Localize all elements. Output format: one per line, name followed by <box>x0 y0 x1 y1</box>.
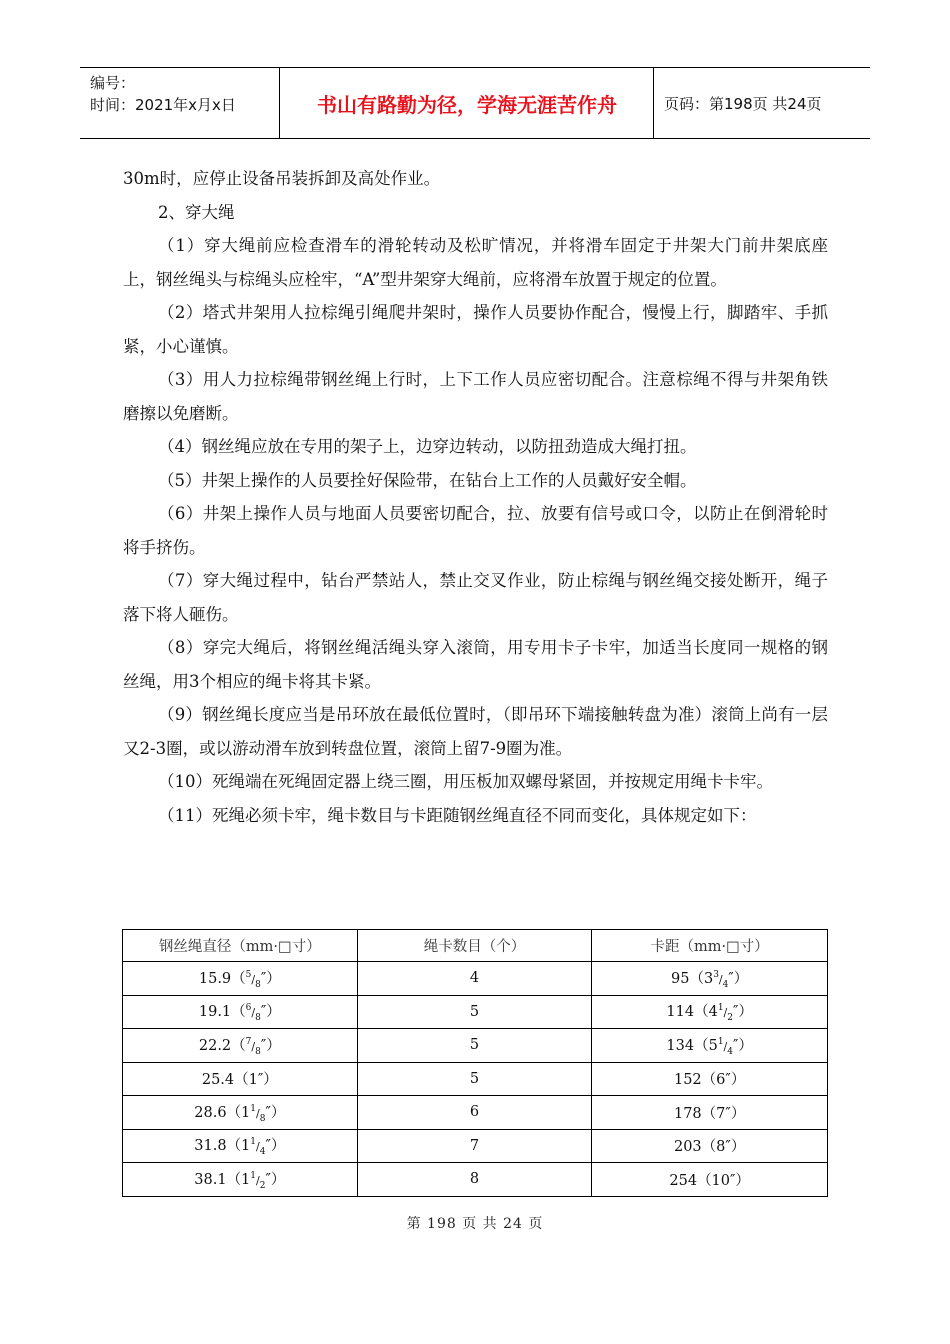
fraction-slash: / <box>251 972 256 986</box>
cell-clamp-spacing-mm: 134 <box>666 1037 695 1054</box>
document-date-label: 时间：2021年x月x日 <box>90 96 236 114</box>
cell-clamp-spacing-mm: 254 <box>669 1172 698 1189</box>
cell-diameter-inch-prefix: （1 <box>226 1138 251 1155</box>
paragraph-item-6: （6）井架上操作人员与地面人员要密切配合，拉、放要有信号或口令，以防止在倒滑轮时将手挤伤。 <box>123 504 828 557</box>
fraction-slash: / <box>251 1039 256 1053</box>
cell-clamp-spacing-inch: （8″） <box>701 1139 746 1156</box>
cell-clamp-spacing <box>592 995 828 1029</box>
paragraph-item-3: （3）用人力拉棕绳带钢丝绳上行时，上下工作人员应密切配合。注意棕绳不得与井架角铁磨擦以免磨断。 <box>123 370 828 423</box>
cell-clamp-spacing-mm: 114 <box>666 1004 695 1021</box>
cell-clamp-spacing-mm: 95 <box>671 970 690 987</box>
cell-diameter-mm: 25.4 <box>201 1072 235 1089</box>
cell-clamp-count: 4 <box>357 962 592 996</box>
paragraph-item-7: （7）穿大绳过程中，钻台严禁站人，禁止交叉作业，防止棕绳与钢丝绳交接处断开，绳子落下将人砸伤。 <box>123 571 828 624</box>
cell-diameter <box>123 1096 358 1130</box>
cell-diameter-mm: 15.9 <box>198 970 232 987</box>
cell-diameter <box>123 1029 358 1063</box>
paragraph-item-1: （1）穿大绳前应检查滑车的滑轮转动及松旷情况，并将滑车固定于井架大门前井架底座上，钢丝绳头与棕绳头应栓牢，“A”型井架穿大绳前，应将滑车放置于规定的位置。 <box>123 236 828 289</box>
cell-clamp-spacing-denominator: 4 <box>722 979 729 990</box>
cell-clamp-spacing <box>592 1163 828 1197</box>
body-text <box>123 162 828 832</box>
paragraph-item-9: （9）钢丝绳长度应当是吊环放在最低位置时，（即吊环下端接触转盘为准）滚筒上尚有一层又2-3圈，或以游动滑车放到转盘位置，滚筒上留7-9圈为准。 <box>123 705 828 758</box>
cell-diameter-numerator: 1 <box>250 1103 257 1114</box>
cell-clamp-spacing <box>592 1062 828 1096</box>
cell-clamp-spacing-inch-suffix: ″） <box>728 970 749 987</box>
cell-diameter-denominator: 8 <box>255 1013 261 1024</box>
cell-diameter-inch-prefix: （1 <box>226 1104 251 1121</box>
cell-diameter-mm: 19.1 <box>198 1004 232 1021</box>
fraction-slash: / <box>256 1173 260 1187</box>
paragraph-item-8: （8）穿完大绳后，将钢丝绳活绳头穿入滚筒，用专用卡子卡牢，加适当长度同一规格的钢丝绳，用3个相应的绳卡将其卡紧。 <box>123 638 828 691</box>
table-row <box>123 995 828 1029</box>
cell-clamp-spacing-denominator: 2 <box>727 1013 733 1024</box>
paragraph-item-5: （5）井架上操作的人员要拴好保险带，在钻台上工作的人员戴好安全帽。 <box>158 470 697 490</box>
cell-diameter <box>123 1163 358 1197</box>
header-diameter: 钢丝绳直径（mm·□寸） <box>123 930 358 962</box>
table-row <box>123 1163 828 1197</box>
cell-clamp-spacing-mm: 203 <box>673 1139 702 1156</box>
cell-clamp-spacing <box>592 1129 828 1163</box>
paragraph-item-4: （4）钢丝绳应放在专用的架子上，边穿边转动，以防扭劲造成大绳打扭。 <box>158 437 697 456</box>
cell-diameter-mm: 38.1 <box>194 1171 227 1188</box>
cell-diameter <box>123 962 358 996</box>
fraction-slash: / <box>251 1006 256 1020</box>
page-header <box>80 67 870 139</box>
table-row <box>123 1096 828 1130</box>
cell-diameter <box>123 995 358 1029</box>
table-row <box>123 1062 828 1096</box>
cell-clamp-count: 8 <box>357 1163 592 1197</box>
cell-diameter-inch-prefix: （ <box>231 1037 246 1054</box>
cell-clamp-spacing <box>592 962 828 996</box>
cell-diameter-numerator: 7 <box>245 1036 252 1047</box>
table-row <box>123 1029 828 1063</box>
cell-diameter <box>123 1062 358 1096</box>
header-page-info: 页码：第198页 共24页 <box>664 94 822 113</box>
cell-clamp-spacing-mm: 178 <box>673 1105 702 1122</box>
fraction-slash: / <box>718 972 723 986</box>
cell-diameter-numerator: 1 <box>250 1137 257 1148</box>
paragraph-continuation: 30m时，应停止设备吊装拆卸及高处作业。 <box>123 169 441 188</box>
cell-diameter <box>123 1129 358 1163</box>
cell-diameter-inch-suffix: ″） <box>260 1037 281 1054</box>
cell-clamp-spacing-inch: （7″） <box>701 1105 746 1122</box>
cell-clamp-spacing-inch-suffix: ″） <box>733 1004 753 1021</box>
cell-clamp-spacing-mm: 152 <box>673 1072 702 1089</box>
cell-diameter-mm: 28.6 <box>194 1104 227 1121</box>
cell-clamp-spacing-numerator: 3 <box>713 969 719 980</box>
rope-clamp-table <box>122 929 828 1197</box>
cell-diameter-inch-prefix: （ <box>231 1004 246 1021</box>
table-body <box>123 962 828 1197</box>
cell-diameter-inch-prefix: （ <box>231 970 246 987</box>
cell-diameter-denominator: 8 <box>255 1046 261 1057</box>
cell-diameter-mm: 22.2 <box>198 1037 232 1054</box>
cell-clamp-spacing-inch: （6″） <box>701 1072 746 1089</box>
header-clamp-spacing: 卡距（mm·□寸） <box>592 930 828 962</box>
cell-clamp-spacing-inch-prefix: （5 <box>694 1037 718 1054</box>
fraction-slash: / <box>256 1140 260 1154</box>
section-heading: 2、穿大绳 <box>158 202 235 222</box>
table-header-row <box>123 930 828 962</box>
header-clamp-count: 绳卡数目（个） <box>357 930 592 962</box>
page-footer: 第 198 页 共 24 页 <box>406 1216 544 1232</box>
cell-clamp-spacing <box>592 1096 828 1130</box>
cell-diameter-inch-suffix: ″） <box>265 1104 286 1121</box>
cell-clamp-spacing-inch-prefix: （4 <box>694 1004 718 1021</box>
cell-diameter-denominator: 2 <box>259 1180 266 1191</box>
cell-clamp-spacing-denominator: 4 <box>727 1046 733 1057</box>
paragraph-item-2: （2）塔式井架用人拉棕绳引绳爬井架时，操作人员要协作配合，慢慢上行，脚踏牢、手抓紧，小心谨慎。 <box>123 303 828 356</box>
cell-clamp-count: 5 <box>357 995 592 1029</box>
cell-diameter-denominator: 4 <box>259 1147 266 1158</box>
cell-clamp-count: 6 <box>357 1096 592 1130</box>
cell-diameter-mm: 31.8 <box>194 1138 227 1155</box>
header-meta <box>80 68 280 138</box>
cell-diameter-inch-suffix: ″） <box>265 1138 286 1155</box>
cell-diameter-numerator: 1 <box>250 1170 257 1181</box>
paragraph-item-11: （11）死绳必须卡牢，绳卡数目与卡距随钢丝绳直径不同而变化，具体规定如下： <box>158 805 757 825</box>
cell-clamp-count: 5 <box>357 1062 592 1096</box>
paragraph-item-10: （10）死绳端在死绳固定器上绕三圈，用压板加双螺母紧固，并按规定用绳卡卡牢。 <box>158 772 773 791</box>
cell-clamp-spacing-inch: （10″） <box>697 1172 750 1189</box>
cell-clamp-count: 7 <box>357 1129 592 1163</box>
cell-diameter-inch-suffix: ″） <box>260 970 281 987</box>
cell-diameter-numerator: 6 <box>245 1003 252 1014</box>
header-motto: 书山有路勤为径，学海无涯苦作舟 <box>281 68 654 138</box>
cell-diameter-inch-prefix: （1 <box>226 1171 251 1188</box>
fraction-slash: / <box>723 1039 728 1053</box>
document-number-label: 编号： <box>90 74 136 92</box>
fraction-slash: / <box>256 1106 260 1120</box>
cell-clamp-spacing-numerator: 1 <box>717 1036 724 1047</box>
cell-clamp-spacing <box>592 1029 828 1063</box>
fraction-slash: / <box>723 1006 728 1020</box>
cell-clamp-spacing-inch-suffix: ″） <box>733 1037 753 1054</box>
cell-diameter-inch-suffix: ″） <box>265 1171 286 1188</box>
table-row <box>123 962 828 996</box>
cell-clamp-spacing-numerator: 1 <box>717 1003 724 1014</box>
cell-diameter-denominator: 8 <box>255 979 261 990</box>
cell-diameter-numerator: 5 <box>245 969 252 980</box>
cell-clamp-spacing-inch-prefix: （3 <box>689 970 714 987</box>
cell-diameter-inch-suffix: ″） <box>260 1004 281 1021</box>
cell-diameter-inch: （1″） <box>234 1072 278 1089</box>
cell-diameter-denominator: 8 <box>259 1113 266 1124</box>
cell-clamp-count: 5 <box>357 1029 592 1063</box>
table-row <box>123 1129 828 1163</box>
